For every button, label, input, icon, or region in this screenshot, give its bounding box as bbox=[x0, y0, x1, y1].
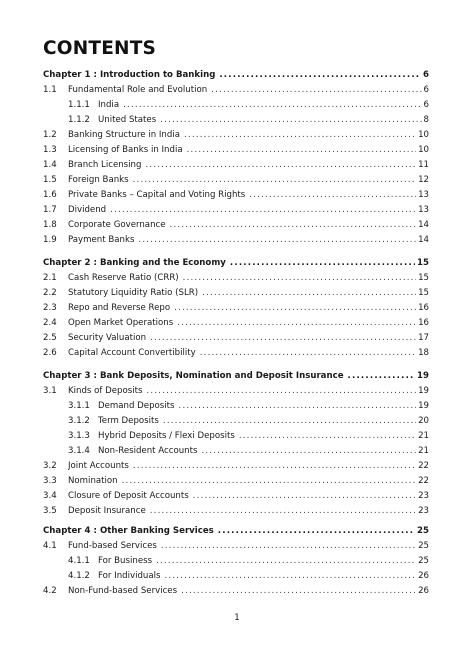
toc-entry bbox=[68, 474, 429, 488]
toc-entry bbox=[68, 301, 429, 315]
toc-section-row[interactable] bbox=[0, 346, 474, 360]
toc-entry bbox=[68, 203, 429, 217]
toc-entry bbox=[98, 113, 429, 127]
toc-page-number: 14 bbox=[418, 220, 429, 230]
toc-page-number: 10 bbox=[418, 130, 429, 140]
toc-page-number: 22 bbox=[418, 476, 429, 486]
toc-dot-leader bbox=[201, 444, 416, 458]
toc-page-number: 6 bbox=[423, 85, 429, 95]
toc-entry-title: For Business bbox=[98, 556, 153, 566]
toc-entry-title: Corporate Governance bbox=[68, 220, 166, 230]
toc-dot-leader bbox=[193, 489, 416, 503]
toc-entry-title: Open Market Operations bbox=[68, 318, 174, 328]
toc-page-number: 25 bbox=[418, 541, 429, 551]
toc-entry-title: Non-Fund-based Services bbox=[68, 586, 178, 596]
toc-entry-number: 1.1 bbox=[43, 85, 57, 95]
toc-page-number: 14 bbox=[418, 235, 429, 245]
toc-entry bbox=[68, 271, 429, 285]
toc-subsection-row[interactable] bbox=[0, 113, 474, 127]
toc-entry-number: 1.4 bbox=[43, 160, 57, 170]
toc-section-row[interactable] bbox=[0, 459, 474, 473]
toc-subsection-row[interactable] bbox=[0, 399, 474, 413]
toc-subsection-row[interactable] bbox=[0, 444, 474, 458]
toc-entry-title: Dividend bbox=[68, 205, 107, 215]
toc-entry-number: 1.2 bbox=[43, 130, 57, 140]
toc-page-number: 15 bbox=[417, 258, 429, 268]
toc-entry bbox=[68, 158, 429, 172]
toc-page-number: 23 bbox=[418, 491, 429, 501]
toc-dot-leader bbox=[150, 331, 416, 345]
toc-section-row[interactable] bbox=[0, 143, 474, 157]
toc-entry-number: 2.6 bbox=[43, 348, 57, 358]
toc-section-row[interactable] bbox=[0, 286, 474, 300]
toc-entry-title: Joint Accounts bbox=[68, 461, 129, 471]
toc-dot-leader bbox=[122, 474, 416, 488]
toc-entry-title: Chapter 1 : Introduction to Banking bbox=[43, 70, 216, 80]
toc-page-number: 16 bbox=[418, 318, 429, 328]
toc-chapter-row[interactable] bbox=[0, 68, 474, 82]
toc-entry-number: 1.7 bbox=[43, 205, 57, 215]
toc-page-number: 21 bbox=[418, 431, 429, 441]
toc-entry bbox=[68, 83, 429, 97]
toc-page-number: 10 bbox=[418, 145, 429, 155]
toc-entry-title: Deposit Insurance bbox=[68, 506, 146, 516]
toc-section-row[interactable] bbox=[0, 489, 474, 503]
toc-page-number: 11 bbox=[418, 160, 429, 170]
toc-entry-title: Chapter 3 : Bank Deposits, Nomination and Deposit Insurance bbox=[43, 371, 344, 381]
toc-chapter-row[interactable] bbox=[0, 369, 474, 383]
toc-dot-leader bbox=[165, 569, 417, 583]
toc-dot-leader bbox=[348, 369, 416, 383]
toc-section-row[interactable] bbox=[0, 584, 474, 598]
toc-entry-title: Repo and Reverse Repo bbox=[68, 303, 171, 313]
toc-page-number: 19 bbox=[418, 401, 429, 411]
toc-entry bbox=[43, 256, 429, 270]
toc-page-number: 18 bbox=[418, 348, 429, 358]
toc-section-row[interactable] bbox=[0, 331, 474, 345]
toc-entry-title: Banking Structure in India bbox=[68, 130, 180, 140]
toc-entry-number: 4.2 bbox=[43, 586, 57, 596]
toc-entry-number: 3.1.3 bbox=[68, 431, 90, 441]
toc-page-number: 23 bbox=[418, 506, 429, 516]
toc-dot-leader bbox=[211, 83, 421, 97]
toc-entry-number: 1.3 bbox=[43, 145, 57, 155]
toc-page-number: 26 bbox=[418, 586, 429, 596]
toc-entry-number: 2.4 bbox=[43, 318, 57, 328]
toc-entry bbox=[68, 584, 429, 598]
toc-section-row[interactable] bbox=[0, 128, 474, 142]
toc-entry-title: Capital Account Convertibility bbox=[68, 348, 196, 358]
toc-entry bbox=[68, 489, 429, 503]
toc-entry-number: 3.2 bbox=[43, 461, 57, 471]
toc-entry-number: 1.1.2 bbox=[68, 115, 90, 125]
toc-page-number: 13 bbox=[418, 190, 429, 200]
toc-entry-number: 3.1.2 bbox=[68, 416, 90, 426]
toc-dot-leader bbox=[163, 414, 416, 428]
toc-entry-title: Kinds of Deposits bbox=[68, 386, 143, 396]
toc-page-number: 13 bbox=[418, 205, 429, 215]
toc-entry bbox=[98, 554, 429, 568]
toc-page-number: 26 bbox=[418, 571, 429, 581]
toc-dot-leader bbox=[110, 203, 416, 217]
toc-dot-leader bbox=[218, 524, 415, 538]
toc-entry bbox=[68, 143, 429, 157]
toc-entry-number: 1.1.1 bbox=[68, 100, 90, 110]
toc-entry-number: 1.5 bbox=[43, 175, 57, 185]
toc-page-number: 6 bbox=[423, 100, 429, 110]
toc-subsection-row[interactable] bbox=[0, 429, 474, 443]
toc-entry-number: 1.8 bbox=[43, 220, 57, 230]
toc-entry-number: 4.1.1 bbox=[68, 556, 90, 566]
toc-dot-leader bbox=[138, 233, 416, 247]
toc-entry-title: Nomination bbox=[68, 476, 118, 486]
toc-dot-leader bbox=[181, 584, 416, 598]
toc-dot-leader bbox=[161, 539, 416, 553]
toc-entry bbox=[68, 218, 429, 232]
toc-entry-number: 1.9 bbox=[43, 235, 57, 245]
toc-entry bbox=[98, 429, 429, 443]
toc-section-row[interactable] bbox=[0, 539, 474, 553]
toc-entry-title: Security Valuation bbox=[68, 333, 147, 343]
toc-dot-leader bbox=[239, 429, 416, 443]
toc-entry-title: Chapter 4 : Other Banking Services bbox=[43, 526, 214, 536]
toc-entry bbox=[68, 316, 429, 330]
toc-dot-leader bbox=[219, 68, 421, 82]
toc-entry-title: Foreign Banks bbox=[68, 175, 129, 185]
toc-dot-leader bbox=[133, 173, 416, 187]
toc-page-number: 8 bbox=[423, 115, 429, 125]
toc-entry bbox=[43, 68, 429, 82]
toc-entry-number: 2.3 bbox=[43, 303, 57, 313]
toc-dot-leader bbox=[200, 346, 416, 360]
toc-chapter-row[interactable] bbox=[0, 524, 474, 538]
toc-section-row[interactable] bbox=[0, 203, 474, 217]
toc-page-number: 20 bbox=[418, 416, 429, 426]
toc-entry-number: 4.1 bbox=[43, 541, 57, 551]
toc-entry bbox=[43, 524, 429, 538]
toc-entry-number: 3.1 bbox=[43, 386, 57, 396]
toc-chapter-row[interactable] bbox=[0, 256, 474, 270]
toc-page-number: 12 bbox=[418, 175, 429, 185]
toc-page-number: 6 bbox=[423, 70, 429, 80]
toc-entry-number: 4.1.2 bbox=[68, 571, 90, 581]
toc-entry-number: 1.6 bbox=[43, 190, 57, 200]
toc-entry-title: Non-Resident Accounts bbox=[98, 446, 198, 456]
toc-entry-title: India bbox=[98, 100, 120, 110]
toc-entry-number: 2.5 bbox=[43, 333, 57, 343]
toc-page-number: 25 bbox=[417, 526, 429, 536]
toc-entry bbox=[68, 173, 429, 187]
toc-entry-title: Licensing of Banks in India bbox=[68, 145, 183, 155]
toc-dot-leader bbox=[156, 554, 416, 568]
toc-entry-title: Hybrid Deposits / Flexi Deposits bbox=[98, 431, 235, 441]
toc-dot-leader bbox=[170, 218, 417, 232]
toc-entry bbox=[68, 504, 429, 518]
toc-dot-leader bbox=[184, 128, 416, 142]
toc-entry-title: United States bbox=[98, 115, 157, 125]
toc-section-row[interactable] bbox=[0, 316, 474, 330]
toc-section-row[interactable] bbox=[0, 271, 474, 285]
toc-section-row[interactable] bbox=[0, 474, 474, 488]
toc-entry-title: Demand Deposits bbox=[98, 401, 175, 411]
toc-entry-number: 3.1.4 bbox=[68, 446, 90, 456]
toc-dot-leader bbox=[187, 143, 416, 157]
toc-dot-leader bbox=[145, 158, 416, 172]
toc-dot-leader bbox=[183, 271, 416, 285]
toc-page-number: 19 bbox=[417, 371, 429, 381]
toc-entry bbox=[43, 369, 429, 383]
toc-entry-title: Statutory Liquidity Ratio (SLR) bbox=[68, 288, 199, 298]
toc-entry-number: 2.1 bbox=[43, 273, 57, 283]
toc-entry-title: For Individuals bbox=[98, 571, 161, 581]
toc-entry-title: Closure of Deposit Accounts bbox=[68, 491, 189, 501]
toc-section-row[interactable] bbox=[0, 384, 474, 398]
toc-section-row[interactable] bbox=[0, 173, 474, 187]
toc-entry bbox=[68, 233, 429, 247]
toc-entry bbox=[68, 539, 429, 553]
toc-subsection-row[interactable] bbox=[0, 414, 474, 428]
toc-entry-number: 3.5 bbox=[43, 506, 57, 516]
toc-page-number: 19 bbox=[418, 386, 429, 396]
toc-dot-leader bbox=[249, 188, 416, 202]
toc-dot-leader bbox=[150, 504, 416, 518]
toc-page-number: 15 bbox=[418, 288, 429, 298]
toc-dot-leader bbox=[179, 399, 417, 413]
toc-page-number: 17 bbox=[418, 333, 429, 343]
toc-dot-leader bbox=[146, 384, 416, 398]
toc-entry bbox=[68, 384, 429, 398]
toc-section-row[interactable] bbox=[0, 83, 474, 97]
toc-entry bbox=[68, 459, 429, 473]
toc-entry-title: Fund-based Services bbox=[68, 541, 157, 551]
page-title: CONTENTS bbox=[43, 38, 157, 59]
toc-entry bbox=[68, 128, 429, 142]
toc-dot-leader bbox=[174, 301, 416, 315]
page-number: 1 bbox=[234, 613, 240, 623]
toc-entry bbox=[98, 399, 429, 413]
toc-page-number: 16 bbox=[418, 303, 429, 313]
toc-page-number: 25 bbox=[418, 556, 429, 566]
toc-section-row[interactable] bbox=[0, 218, 474, 232]
toc-entry bbox=[98, 414, 429, 428]
toc-entry-number: 2.2 bbox=[43, 288, 57, 298]
toc-entry-title: Payment Banks bbox=[68, 235, 135, 245]
toc-entry bbox=[98, 569, 429, 583]
toc-entry bbox=[68, 331, 429, 345]
toc-section-row[interactable] bbox=[0, 301, 474, 315]
toc-section-row[interactable] bbox=[0, 188, 474, 202]
toc-section-row[interactable] bbox=[0, 504, 474, 518]
toc-dot-leader bbox=[202, 286, 416, 300]
toc-entry bbox=[68, 346, 429, 360]
toc-subsection-row[interactable] bbox=[0, 569, 474, 583]
toc-page-number: 21 bbox=[418, 446, 429, 456]
toc-entry bbox=[98, 98, 429, 112]
toc-dot-leader bbox=[177, 316, 416, 330]
toc-entry-title: Cash Reserve Ratio (CRR) bbox=[68, 273, 179, 283]
toc-section-row[interactable] bbox=[0, 158, 474, 172]
toc-entry-number: 3.1.1 bbox=[68, 401, 90, 411]
toc-dot-leader bbox=[133, 459, 416, 473]
toc-entry bbox=[68, 188, 429, 202]
toc-dot-leader bbox=[160, 113, 421, 127]
toc-subsection-row[interactable] bbox=[0, 98, 474, 112]
toc-section-row[interactable] bbox=[0, 233, 474, 247]
toc-entry-title: Private Banks – Capital and Voting Rights bbox=[68, 190, 246, 200]
toc-page-number: 22 bbox=[418, 461, 429, 471]
toc-entry-title: Branch Licensing bbox=[68, 160, 142, 170]
toc-entry-title: Fundamental Role and Evolution bbox=[68, 85, 208, 95]
toc-entry bbox=[98, 444, 429, 458]
toc-entry-number: 3.4 bbox=[43, 491, 57, 501]
toc-dot-leader bbox=[230, 256, 415, 270]
toc-dot-leader bbox=[123, 98, 421, 112]
toc-subsection-row[interactable] bbox=[0, 554, 474, 568]
toc-entry-title: Chapter 2 : Banking and the Economy bbox=[43, 258, 226, 268]
toc-entry-number: 3.3 bbox=[43, 476, 57, 486]
toc-entry-title: Term Deposits bbox=[98, 416, 159, 426]
toc-entry bbox=[68, 286, 429, 300]
toc-page-number: 15 bbox=[418, 273, 429, 283]
